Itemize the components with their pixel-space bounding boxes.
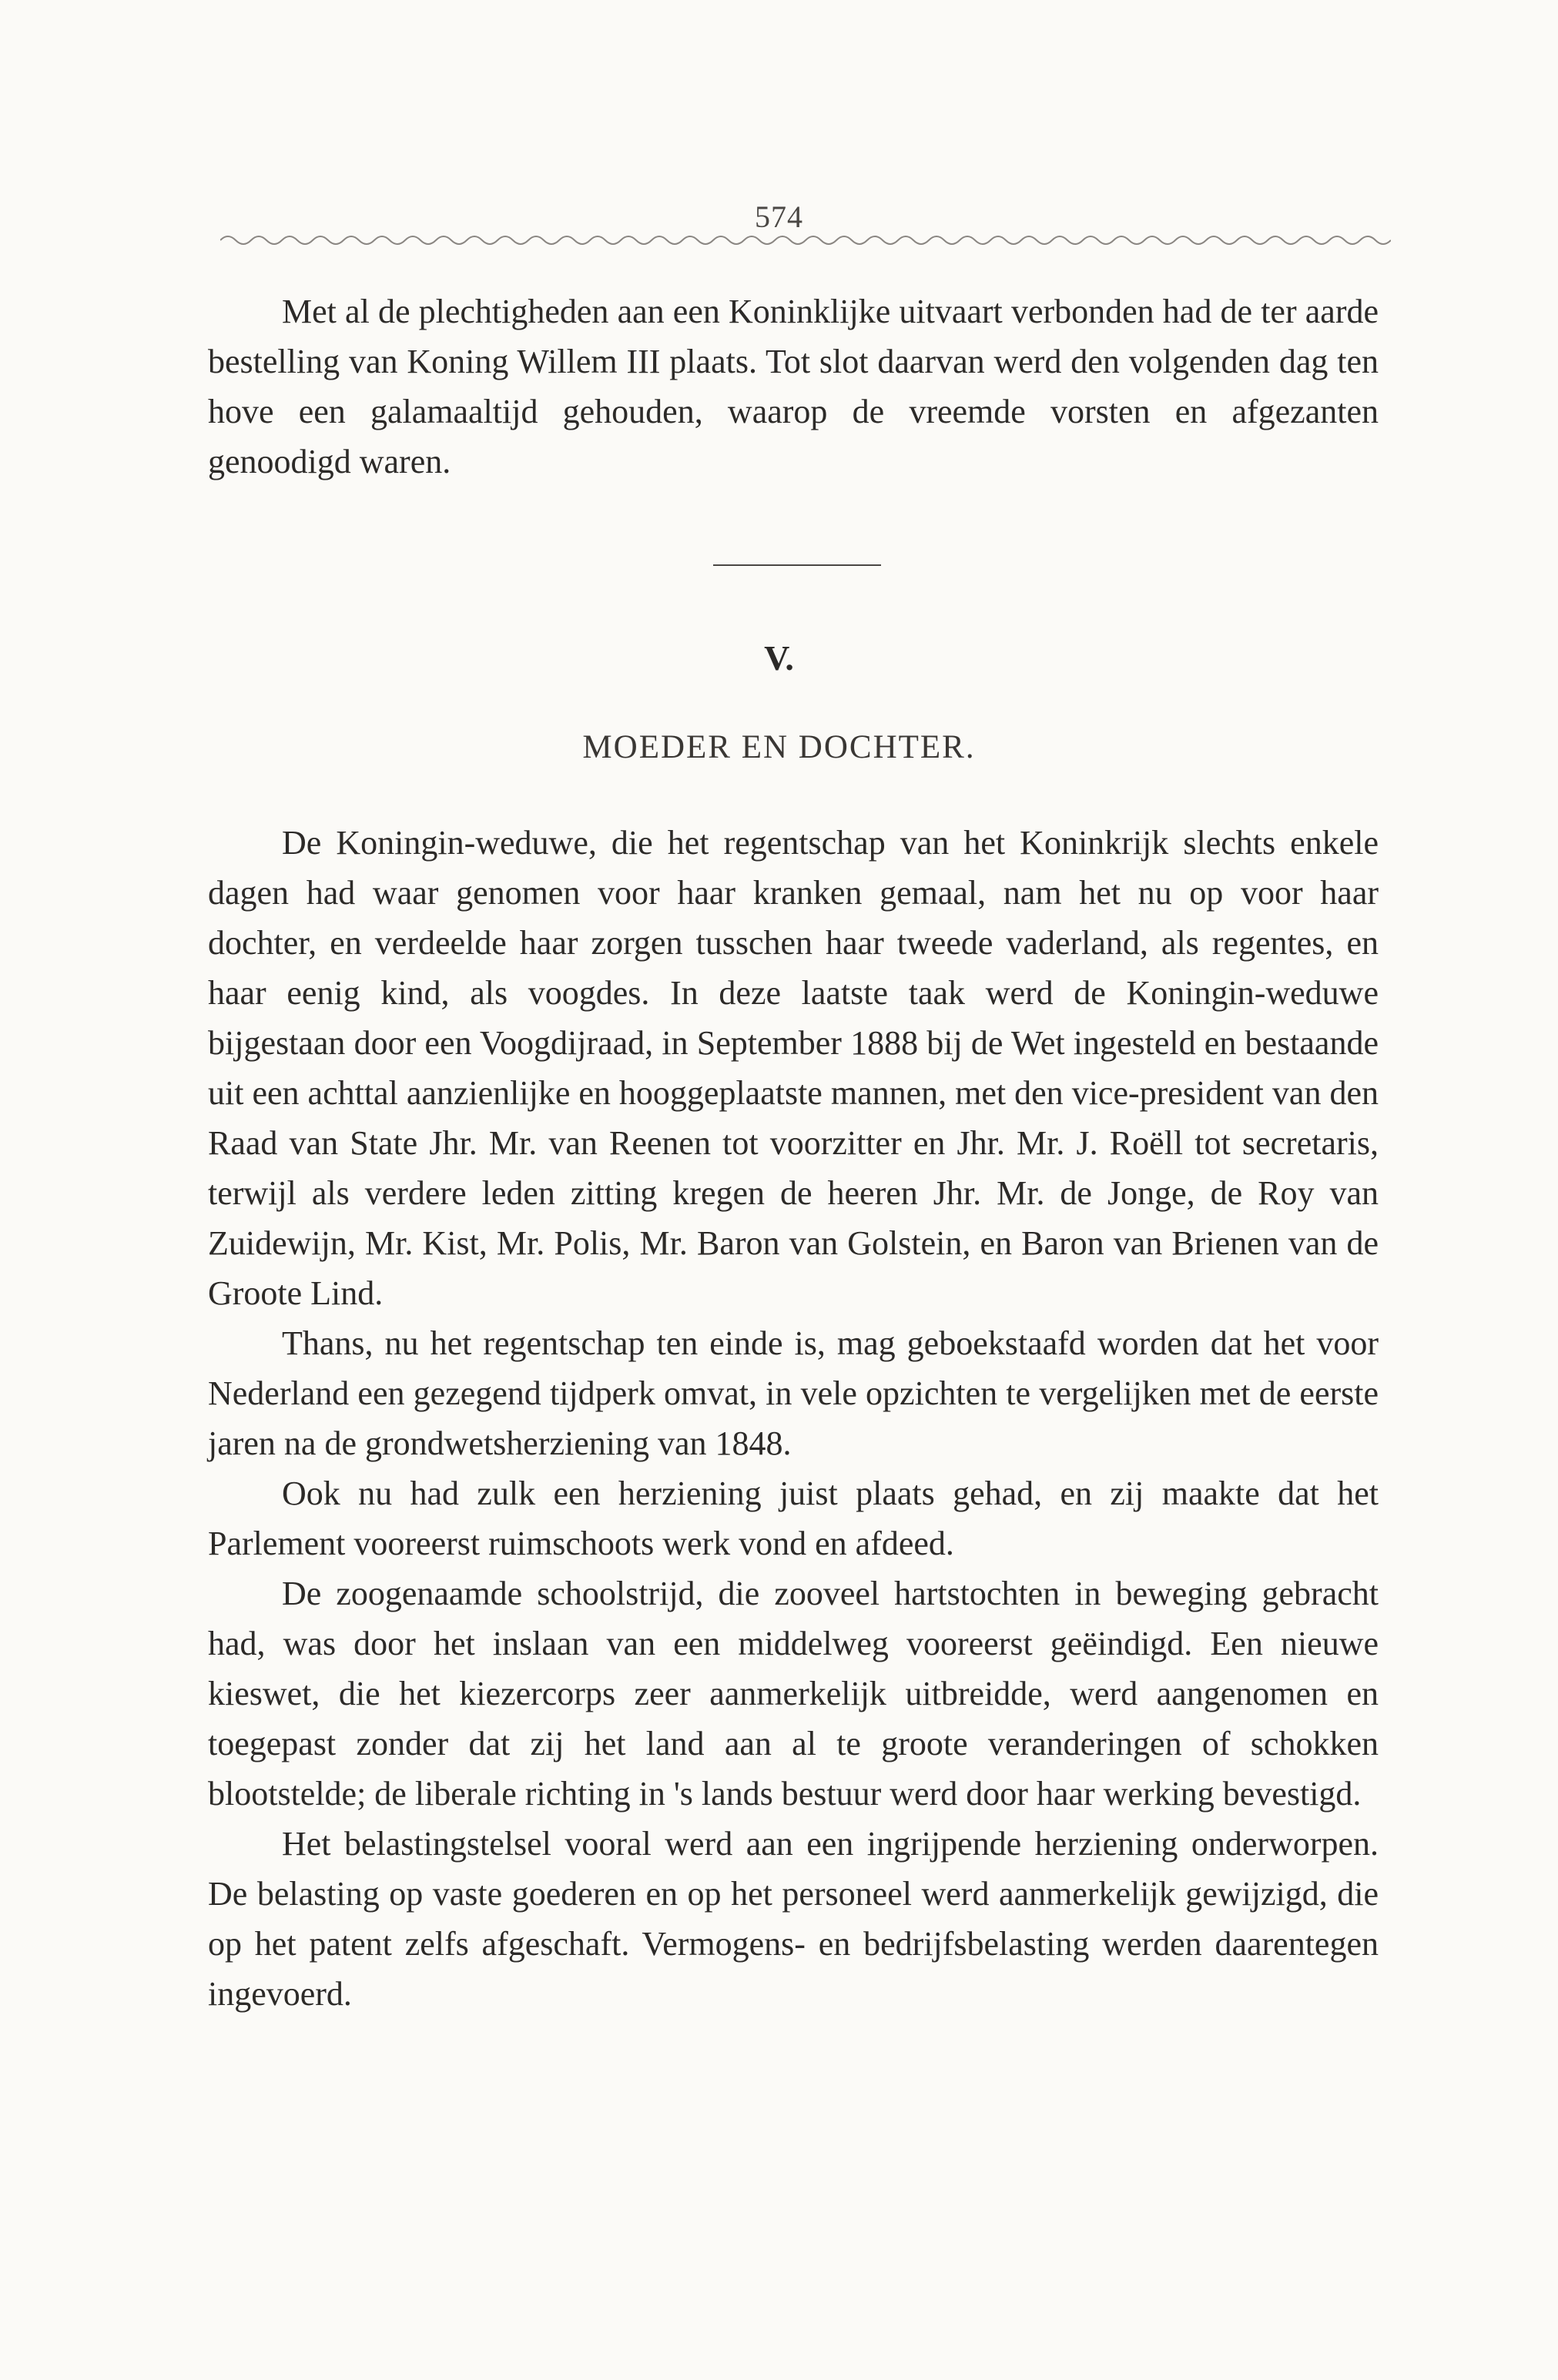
intro-text-block bbox=[208, 286, 1379, 487]
paragraph-blessed-period: Thans, nu het regentschap ten einde is, mag geboekstaafd worden dat het voor Nederland een gezegend tijdperk omvat, in vele opzichten te vergelijken met de eerste jaren na de grondwetsherziening van 1848. bbox=[208, 1324, 1379, 1462]
page-number: 574 bbox=[755, 199, 803, 234]
paragraph-school-struggle: De zoogenaamde schoolstrijd, die zooveel hartstochten in beweging gebracht had, was door het inslaan van een middelweg vooreerst geëindigd. Een nieuwe kieswet, die het kiezercorps zeer aanmerkelijk uitbreidde, werd aangenomen en toegepast zonder dat zij het land aan al te groote veranderingen of schokken blootstelde; de liberale richting in 's lands bestuur werd door haar werking bevestigd. bbox=[208, 1575, 1379, 1813]
intro-paragraph: Met al de plechtigheden aan een Koninklijke uitvaart verbonden had de ter aarde bestelling van Koning Willem III plaats. Tot slot daarvan werd den volgenden dag ten hove een galamaaltijd gehouden, waarop de vreemde vorsten en afgezanten genoodigd waren. bbox=[208, 293, 1379, 480]
paragraph-tax-system: Het belastingstelsel vooral werd aan een ingrijpende herziening onderworpen. De belasting op vaste goederen en op het personeel werd aanmerkelijk gewijzigd, die op het patent zelfs afgeschaft. Vermogens- en bedrijfsbelasting werden daarentegen ingevoerd. bbox=[208, 1825, 1379, 2013]
paragraph-regency: De Koningin-weduwe, die het regentschap van het Koninkrijk slechts enkele dagen had waar genomen voor haar kranken gemaal, nam het nu op voor haar dochter, en verdeelde haar zorgen tusschen haar tweede vaderland, als regentes, en haar eenig kind, als voogdes. In deze laatste taak werd de Koningin-weduwe bijgestaan door een Voogdijraad, in September 1888 bij de Wet ingesteld en bestaande uit een achttal aanzienlijke en hooggeplaatste mannen, met den vice-president van den Raad van State Jhr. Mr. van Reenen tot voorzitter en Jhr. Mr. J. Roëll tot secretaris, terwijl als verdere leden zitting kregen de heeren Jhr. Mr. de Jonge, de Roy van Zuidewijn, Mr. Kist, Mr. Polis, Mr. Baron van Golstein, en Baron van Brienen van de Groote Lind. bbox=[208, 824, 1379, 1312]
section-numeral: V. bbox=[764, 638, 794, 678]
paragraph-constitution-revision: Ook nu had zulk een herziening juist plaats gehad, en zij maakte dat het Parlement vooreerst ruimschoots werk vond en afdeed. bbox=[208, 1475, 1379, 1562]
wavy-rule-ornament bbox=[220, 231, 1391, 249]
body-text-block bbox=[208, 818, 1379, 2019]
section-divider-rule bbox=[713, 564, 881, 566]
section-title: MOEDER EN DOCHTER. bbox=[582, 729, 976, 765]
